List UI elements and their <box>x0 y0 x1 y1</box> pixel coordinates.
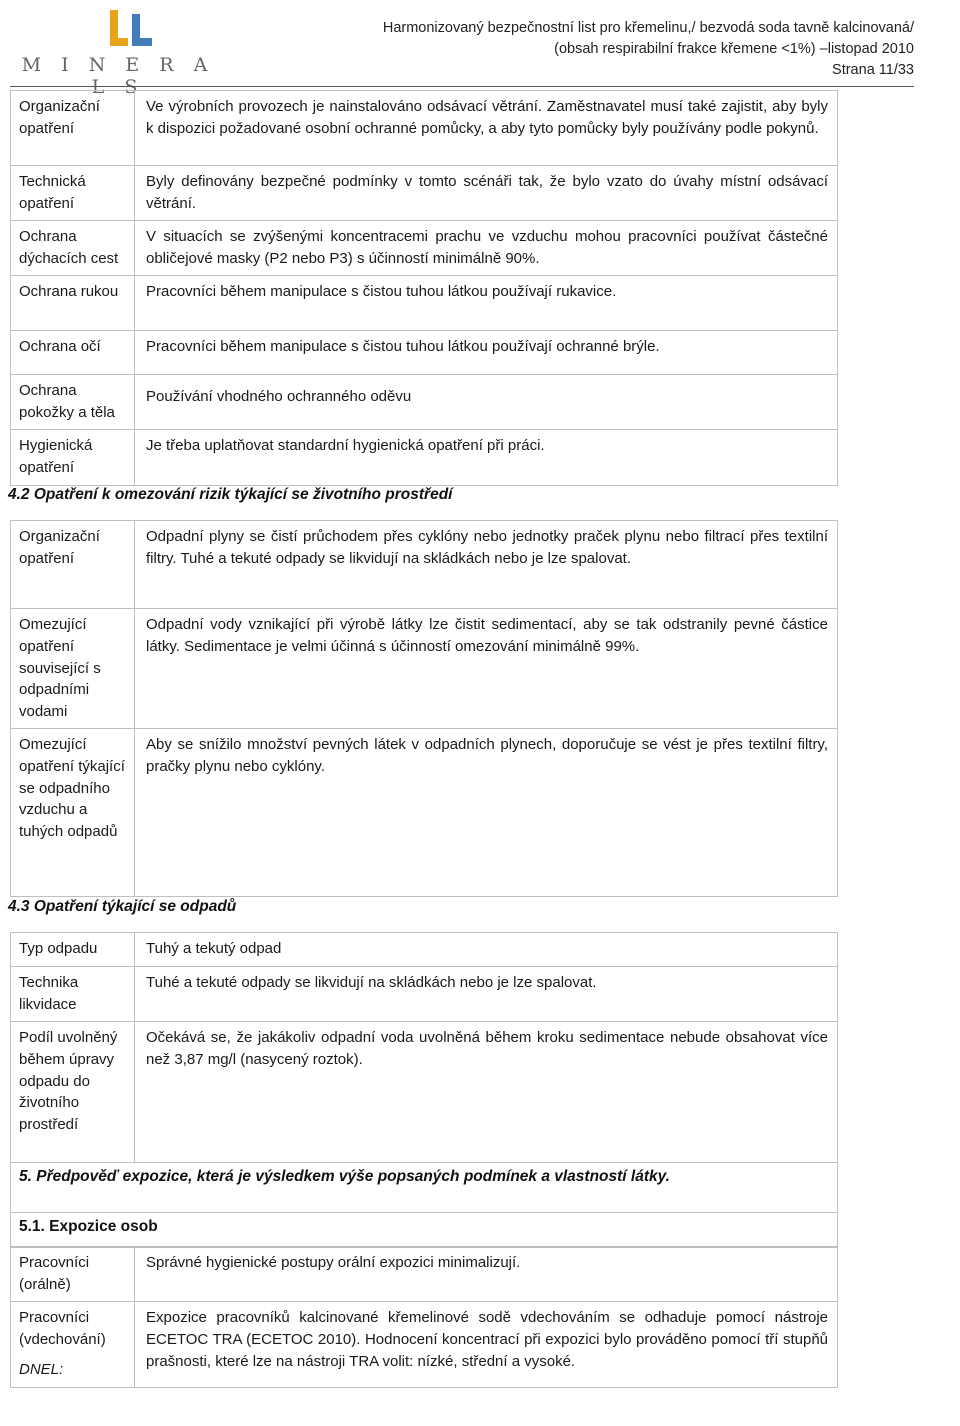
row-text: Aby se snížilo množství pevných látek v odpadních plynech, doporučuje se vést je přes textilní filtry, pračky plynu nebo cyklóny. <box>146 736 828 775</box>
row-text: Pracovníci během manipulace s čistou tuhou látkou používají rukavice. <box>146 283 617 300</box>
row-label <box>11 1302 135 1387</box>
row-text: Odpadní plyny se čistí průchodem přes cyklóny nebo jednotky praček plynu nebo filtrací přes textilní filtry. Tuhé a tekuté odpady se likvidují na skládkách nebo je lze spalovat. <box>146 528 828 567</box>
section-heading-4-3: 4.3 Opatření týkající se odpadů <box>8 898 237 915</box>
table-row <box>10 90 838 166</box>
table-row <box>10 1212 838 1248</box>
table-row <box>10 1162 838 1213</box>
logo-text: M I N E R A L S <box>21 54 215 98</box>
table-row <box>10 374 838 430</box>
page-number: Strana 11/33 <box>832 62 914 78</box>
row-label: Podíl uvolněný během úpravy odpadu do životního prostředí <box>11 1022 135 1163</box>
row-text: Ve výrobních provozech je nainstalováno odsávací větrání. Zaměstnavatel musí také zajistit, aby byly k dispozici požadované osobní ochranné pomůcky, a aby tyto pomůcky byly používány podle pokynů. <box>146 98 828 137</box>
row-label: Organizační opatření <box>11 91 135 166</box>
row-label: Ochrana rukou <box>11 276 135 331</box>
header-divider <box>10 86 914 87</box>
row-text: Tuhé a tekuté odpady se likvidují na skládkách nebo je lze spalovat. <box>146 974 597 991</box>
section-heading-5: 5. Předpověď expozice, která je výsledkem výše popsaných podmínek a vlastností látky. <box>19 1168 670 1185</box>
row-label: Pracovníci (orálně) <box>11 1247 135 1302</box>
document-title-line-2: (obsah respirabilní frakce křemene <1%) –listopad 2010 <box>554 41 914 57</box>
row-label: Omezující opatření týkající se odpadního vzduchu a tuhých odpadů <box>11 729 135 896</box>
table-row <box>10 1021 838 1163</box>
row-text: Očekává se, že jakákoliv odpadní voda uvolněná během kroku sedimentace nebude obsahovat více než 3,87 mg/l (nasycený roztok). <box>146 1029 828 1068</box>
row-label: Technická opatření <box>11 166 135 221</box>
table-row <box>10 608 838 729</box>
row-label: Typ odpadu <box>11 933 135 967</box>
table-row <box>10 275 838 331</box>
dnel-label: DNEL: <box>19 1360 64 1378</box>
company-logo <box>18 8 218 98</box>
row-text: Expozice pracovníků kalcinované křemelinové sodě vdechováním se odhaduje pomocí nástroje ECETOC TRA (ECETOC 2010). Hodnocení koncentrací při expozici bylo prováděno pomocí tří stupňů prašnosti, které lze na nástroji TRA volit: nízké, střední a vysoké. <box>146 1309 828 1370</box>
row-text: Pracovníci během manipulace s čistou tuhou látkou používají ochranné brýle. <box>146 338 660 355</box>
row-label: Technika likvidace <box>11 967 135 1022</box>
table-row <box>10 520 838 609</box>
row-label: Hygienická opatření <box>11 430 135 485</box>
section-heading-4-2: 4.2 Opatření k omezování rizik týkající se životního prostředí <box>8 486 453 503</box>
row-label: Ochrana dýchacích cest <box>11 221 135 276</box>
row-label: Ochrana očí <box>11 331 135 375</box>
row-label: Omezující opatření související s odpadními vodami <box>11 609 135 729</box>
document-header <box>383 18 914 81</box>
table-row <box>10 932 838 967</box>
table-row <box>10 966 838 1022</box>
table-row <box>10 165 838 221</box>
row-text: Správné hygienické postupy orální expozici minimalizují. <box>146 1254 521 1271</box>
table-row <box>10 728 838 897</box>
row-text: Je třeba uplatňovat standardní hygienická opatření při práci. <box>146 437 545 454</box>
table-row <box>10 220 838 276</box>
row-label: Organizační opatření <box>11 521 135 609</box>
row-text: Používání vhodného ochranného oděvu <box>146 388 412 405</box>
row-text: V situacích se zvýšenými koncentracemi prachu ve vzduchu mohou pracovníci používat částečné obličejové masky (P2 nebo P3) s účinností minimálně 90%. <box>146 228 828 267</box>
logo-icon <box>106 8 154 52</box>
table-row <box>10 330 838 375</box>
document-title-line-1: Harmonizovaný bezpečnostní list pro křemelinu,/ bezvodá soda tavně kalcinovaná/ <box>382 20 914 36</box>
table-row <box>10 1246 838 1302</box>
table-row <box>10 429 838 486</box>
table-row <box>10 1301 838 1388</box>
section-heading-5-1: 5.1. Expozice osob <box>19 1218 158 1235</box>
row-text: Odpadní vody vznikající při výrobě látky lze čistit sedimentací, aby se tak odstranily pevné částice látky. Sedimentace je velmi účinná s účinností omezování minimálně 99%. <box>146 616 828 655</box>
row-label: Ochrana pokožky a těla <box>11 375 135 430</box>
row-text: Byly definovány bezpečné podmínky v tomto scénáři tak, že bylo vzato do úvahy místní odsávací větrání. <box>146 173 828 212</box>
row-text: Tuhý a tekutý odpad <box>146 940 282 957</box>
row-label-text: Pracovníci (vdechování) <box>19 1309 106 1348</box>
